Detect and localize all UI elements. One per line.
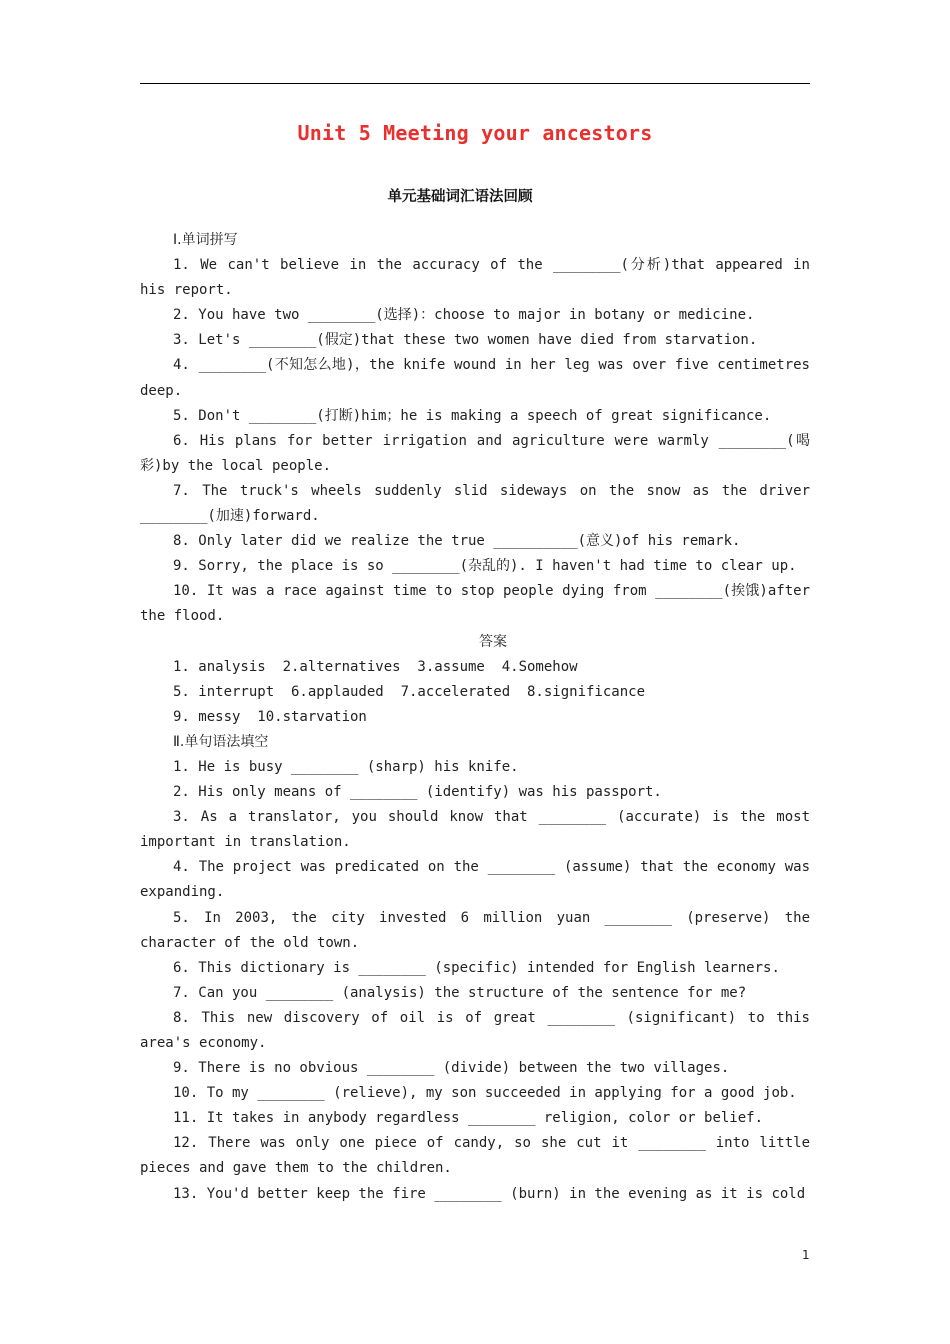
section1-heading: Ⅰ.单词拼写 xyxy=(173,232,238,248)
question-item: 4. ________(不知怎么地)，the knife wound in her leg was over five centimetres deep. xyxy=(140,357,810,399)
page-title: Unit 5 Meeting your ancestors xyxy=(297,121,653,145)
question-item: 3. Let's ________(假定)that these two women have died from starvation. xyxy=(173,332,758,349)
question-item: 1. We can't believe in the accuracy of the ________(分析)that appeared in his report. xyxy=(140,257,810,299)
answer-line: 1. analysis 2.alternatives 3.assume 4.Somehow xyxy=(173,658,578,675)
page-subtitle: 单元基础词汇语法回顾 xyxy=(387,189,533,205)
document-body xyxy=(140,228,810,1207)
question-item: 7. The truck's wheels suddenly slid sideways on the snow as the driver ________(加速)forward. xyxy=(140,482,810,525)
question-item: 5. In 2003, the city invested 6 million yuan ________ (preserve) the character of the old town. xyxy=(140,909,810,951)
question-item: 8. This new discovery of oil is of great ________ (significant) to this area's economy. xyxy=(140,1009,810,1051)
question-item: 13. You'd better keep the fire ________ (burn) in the evening as it is cold xyxy=(173,1185,806,1202)
header-rule xyxy=(140,83,810,84)
answer-line: 5. interrupt 6.applauded 7.accelerated 8.significance xyxy=(173,683,646,700)
question-item: 5. Don't ________(打断)him；he is making a speech of great significance. xyxy=(173,407,772,424)
question-item: 6. His plans for better irrigation and agriculture were warmly ________(喝彩)by the local people. xyxy=(140,432,810,474)
answers-heading: 答案 xyxy=(479,633,507,650)
question-item: 4. The project was predicated on the ________ (assume) that the economy was expanding. xyxy=(140,859,810,901)
page-number: 1 xyxy=(802,1248,810,1262)
question-item: 11. It takes in anybody regardless ________ religion, color or belief. xyxy=(173,1110,764,1127)
answer-line: 9. messy 10.starvation xyxy=(173,708,367,725)
question-item: 2. You have two ________(选择)：choose to major in botany or medicine. xyxy=(173,307,755,324)
question-item: 1. He is busy ________ (sharp) his knife. xyxy=(173,758,519,775)
section2-heading: Ⅱ.单句语法填空 xyxy=(173,733,269,750)
question-item: 12. There was only one piece of candy, so she cut it ________ into little pieces and gave them to the children. xyxy=(140,1135,810,1177)
question-item: 10. To my ________ (relieve), my son succeeded in applying for a good job. xyxy=(173,1085,797,1102)
question-item: 8. Only later did we realize the true __________(意义)of his remark. xyxy=(173,533,741,550)
question-item: 3. As a translator, you should know that ________ (accurate) is the most important in translation. xyxy=(140,809,810,851)
question-item: 6. This dictionary is ________ (specific) intended for English learners. xyxy=(173,959,780,976)
question-item: 9. There is no obvious ________ (divide) between the two villages. xyxy=(173,1060,730,1077)
question-item: 9. Sorry, the place is so ________(杂乱的). I haven't had time to clear up. xyxy=(173,558,797,575)
question-item: 2. His only means of ________ (identify) was his passport. xyxy=(173,784,662,801)
question-item: 7. Can you ________ (analysis) the structure of the sentence for me? xyxy=(173,984,747,1001)
question-item: 10. It was a race against time to stop people dying from ________(挨饿)after the flood. xyxy=(140,583,810,625)
